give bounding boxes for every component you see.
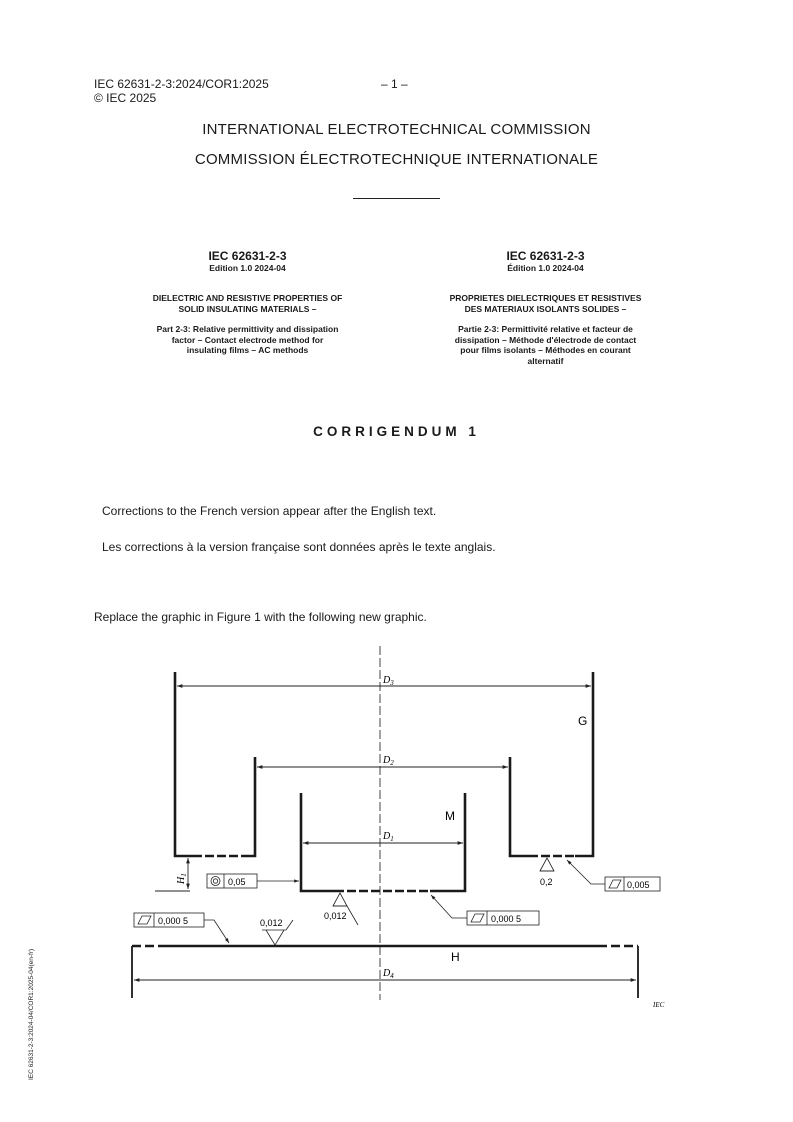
part-fr-line: alternatif: [527, 355, 564, 366]
organization-name-en: INTERNATIONAL ELECTROTECHNICAL COMMISSION: [202, 121, 591, 138]
instruction-text: Replace the graphic in Figure 1 with the following new graphic.: [94, 610, 427, 624]
standard-number-en: IEC 62631-2-3: [208, 249, 287, 263]
roughness-icon: [266, 930, 284, 945]
flatness-tolerance-right: [567, 860, 660, 891]
flatness-tolerance-center: [431, 895, 539, 925]
iec-source-mark: IEC: [653, 1001, 665, 1009]
roughness-right-value: 0,2: [540, 877, 553, 887]
side-reference: IEC 62631-2-3:2024-04/COR1:2025-04(en-fr): [28, 948, 35, 1080]
part-fr-line: dissipation – Méthode d'électrode de contact: [454, 334, 637, 345]
title-en-line: SOLID INSULATING MATERIALS –: [178, 303, 317, 314]
roughness-center: [324, 893, 358, 925]
roughness-icon: [333, 893, 347, 906]
part-en-line: insulating films – AC methods: [186, 345, 309, 355]
dimension-h1-label: $H_1$: [176, 873, 188, 884]
note-fr: Les corrections à la version française sont données après le texte anglais.: [102, 540, 496, 554]
guard-label: G: [578, 714, 588, 728]
note-en: Corrections to the French version appear after the English text.: [102, 504, 437, 518]
page-number: – 1 –: [381, 77, 408, 91]
roughness-bottom-value: 0,012: [260, 918, 283, 928]
flatness-right-value: 0,005: [627, 880, 650, 890]
concentricity-value: 0,05: [228, 877, 246, 887]
organization-name-fr: COMMISSION ÉLECTROTECHNIQUE INTERNATIONALE: [194, 151, 599, 168]
part-fr-line: Partie 2-3: Permittivité relative et facteur de: [458, 324, 633, 334]
edition-fr: Édition 1.0 2024-04: [507, 263, 584, 273]
roughness-right: [540, 858, 554, 887]
dimension-d3-label: $D_3$: [383, 675, 394, 687]
concentricity-tolerance: [207, 874, 299, 888]
flatness-tolerance-bottom: [134, 913, 229, 943]
part-fr-line: pour films isolants – Méthodes en courant: [460, 345, 631, 355]
title-en-line: DIELECTRIC AND RESISTIVE PROPERTIES OF: [152, 293, 343, 303]
roughness-center-value: 0,012: [324, 911, 347, 921]
roughness-bottom: [260, 918, 293, 945]
flatness-center-value: 0,000 5: [491, 914, 522, 924]
title-fr-line: PROPRIETES DIELECTRIQUES ET RESISTIVES: [449, 293, 642, 303]
measuring-electrode: [301, 793, 465, 891]
edition-en: Edition 1.0 2024-04: [209, 263, 286, 273]
dimension-d1-label: $D_1$: [383, 831, 394, 843]
copyright: © IEC 2025: [94, 91, 157, 105]
roughness-icon: [540, 858, 554, 871]
standard-number-fr: IEC 62631-2-3: [506, 249, 585, 263]
measuring-label: M: [445, 809, 455, 823]
document-reference: IEC 62631-2-3:2024/COR1:2025: [94, 77, 269, 91]
high-voltage-label: H: [451, 950, 460, 964]
part-en-line: Part 2-3: Relative permittivity and dissipation: [156, 324, 339, 334]
title-fr-line: DES MATERIAUX ISOLANTS SOLIDES –: [464, 303, 627, 314]
dimension-d4-label: $D_4$: [383, 968, 394, 980]
corrigendum-heading: CORRIGENDUM 1: [313, 424, 480, 439]
dimension-d2-label: $D_2$: [383, 755, 394, 767]
flatness-bottom-value: 0,000 5: [158, 916, 189, 926]
part-en-line: factor – Contact electrode method for: [171, 334, 324, 345]
